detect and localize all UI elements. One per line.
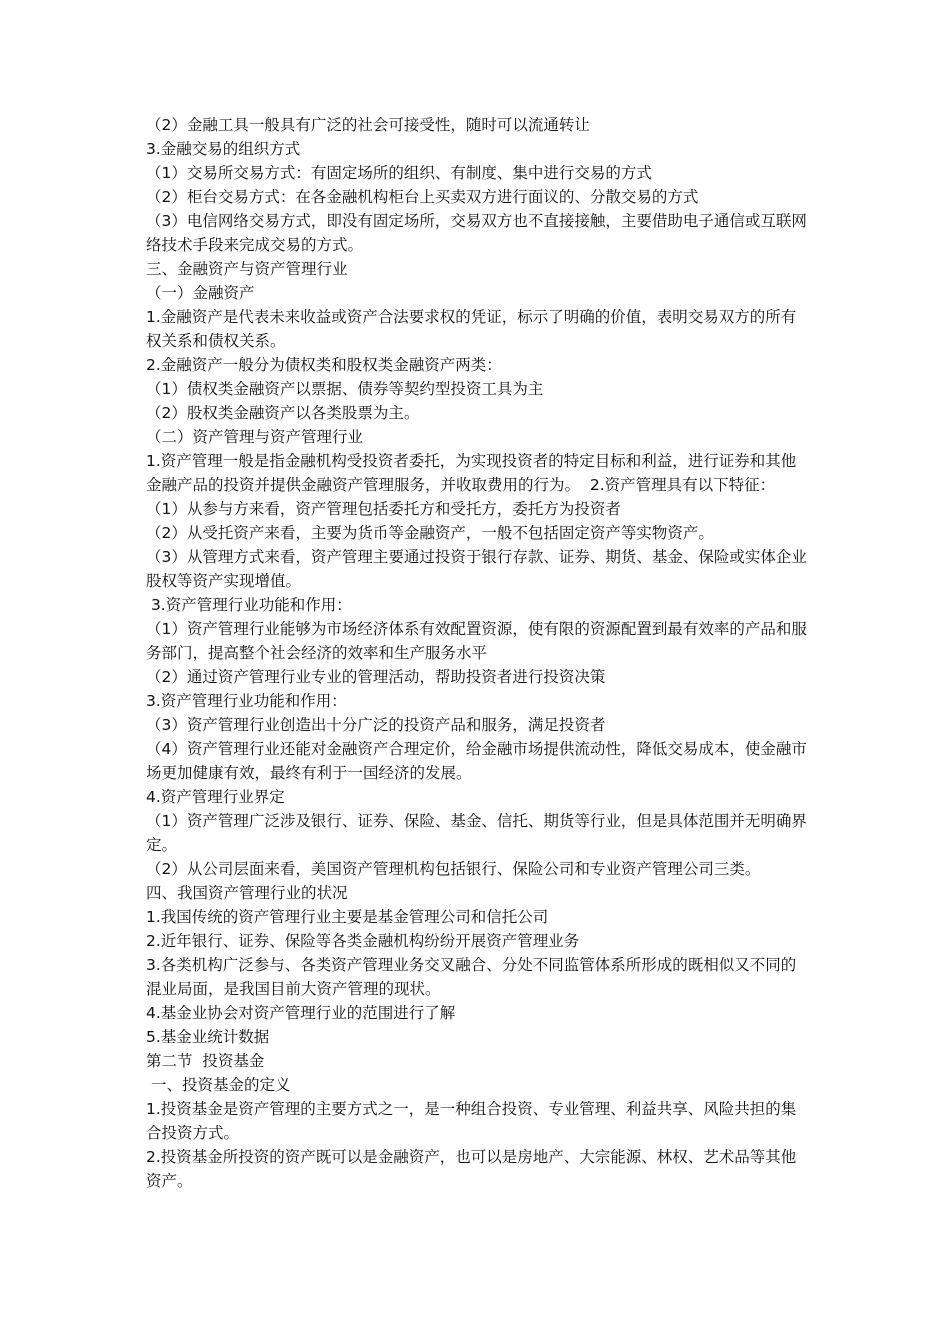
- section-heading: 一、投资基金的定义: [146, 1076, 291, 1094]
- paragraph-line: 1.我国传统的资产管理行业主要是基金管理公司和信托公司: [146, 908, 549, 926]
- paragraph-line: 1.金融资产是代表未来收益或资产合法要求权的凭证，标示了明确的价值，表明交易双方的所有权关系和债权关系。: [146, 308, 797, 350]
- paragraph-line: （2）金融工具一般具有广泛的社会可接受性，随时可以流通转让: [146, 116, 590, 134]
- chapter-heading: 三、金融资产与资产管理行业: [146, 260, 348, 278]
- paragraph-line: （2）从公司层面来看，美国资产管理机构包括银行、保险公司和专业资产管理公司三类。: [146, 860, 761, 878]
- paragraph-line: （1）资产管理行业能够为市场经济体系有效配置资源，使有限的资源配置到最有效率的产品和服务部门，提高整个社会经济的效率和生产服务水平: [146, 620, 807, 662]
- section-heading: 4.资产管理行业界定: [146, 788, 285, 806]
- subsection-heading: （一）金融资产: [146, 284, 255, 302]
- document-body: [146, 113, 810, 1193]
- paragraph-line: 2.近年银行、证券、保险等各类金融机构纷纷开展资产管理业务: [146, 932, 580, 950]
- paragraph-line: （3）电信网络交易方式，即没有固定场所，交易双方也不直接接触，主要借助电子通信或互联网络技术手段来完成交易的方式。: [146, 212, 807, 254]
- paragraph-line: 4.基金业协会对资产管理行业的范围进行了解: [146, 1004, 456, 1022]
- chapter-heading: 第二节 投资基金: [146, 1052, 265, 1070]
- paragraph-line: 5.基金业统计数据: [146, 1028, 270, 1046]
- section-heading: 3.资产管理行业功能和作用：: [146, 596, 352, 614]
- chapter-heading: 四、我国资产管理行业的状况: [146, 884, 348, 902]
- paragraph-line: （2）通过资产管理行业专业的管理活动，帮助投资者进行投资决策: [146, 668, 606, 686]
- paragraph-line: （1）交易所交易方式：有固定场所的组织、有制度、集中进行交易的方式: [146, 164, 652, 182]
- paragraph-line: 3.各类机构广泛参与、各类资产管理业务交叉融合、分处不同监管体系所形成的既相似又不同的混业局面，是我国目前大资产管理的现状。: [146, 956, 797, 998]
- paragraph-line: 2.投资基金所投资的资产既可以是金融资产，也可以是房地产、大宗能源、林权、艺术品等其他资产。: [146, 1148, 797, 1190]
- paragraph-line: 1.资产管理一般是指金融机构受投资者委托，为实现投资者的特定目标和利益，进行证券和其他金融产品的投资并提供金融资产管理服务，并收取费用的行为。 2.资产管理具有以下特征：: [146, 452, 797, 494]
- paragraph-line: （4）资产管理行业还能对金融资产合理定价，给金融市场提供流动性，降低交易成本，使金融市场更加健康有效，最终有利于一国经济的发展。: [146, 740, 807, 782]
- section-heading: 3.资产管理行业功能和作用：: [146, 692, 347, 710]
- subsection-heading: （二）资产管理与资产管理行业: [146, 428, 364, 446]
- paragraph-line: （2）从受托资产来看，主要为货币等金融资产，一般不包括固定资产等实物资产。: [146, 524, 714, 542]
- paragraph-line: （1）从参与方来看，资产管理包括委托方和受托方，委托方为投资者: [146, 500, 621, 518]
- section-heading: 3.金融交易的组织方式: [146, 140, 301, 158]
- paragraph-line: （3）资产管理行业创造出十分广泛的投资产品和服务，满足投资者: [146, 716, 606, 734]
- paragraph-line: （1）资产管理广泛涉及银行、证券、保险、基金、信托、期货等行业，但是具体范围并无明确界定。: [146, 812, 807, 854]
- paragraph-line: （3）从管理方式来看，资产管理主要通过投资于银行存款、证券、期货、基金、保险或实体企业股权等资产实现增值。: [146, 548, 807, 590]
- paragraph-line: （2）柜台交易方式：在各金融机构柜台上买卖双方进行面议的、分散交易的方式: [146, 188, 699, 206]
- paragraph-line: 2.金融资产一般分为债权类和股权类金融资产两类：: [146, 356, 502, 374]
- paragraph-line: （1）债权类金融资产以票据、债券等契约型投资工具为主: [146, 380, 544, 398]
- paragraph-line: （2）股权类金融资产以各类股票为主。: [146, 404, 420, 422]
- paragraph-line: 1.投资基金是资产管理的主要方式之一，是一种组合投资、专业管理、利益共享、风险共担的集合投资方式。: [146, 1100, 797, 1142]
